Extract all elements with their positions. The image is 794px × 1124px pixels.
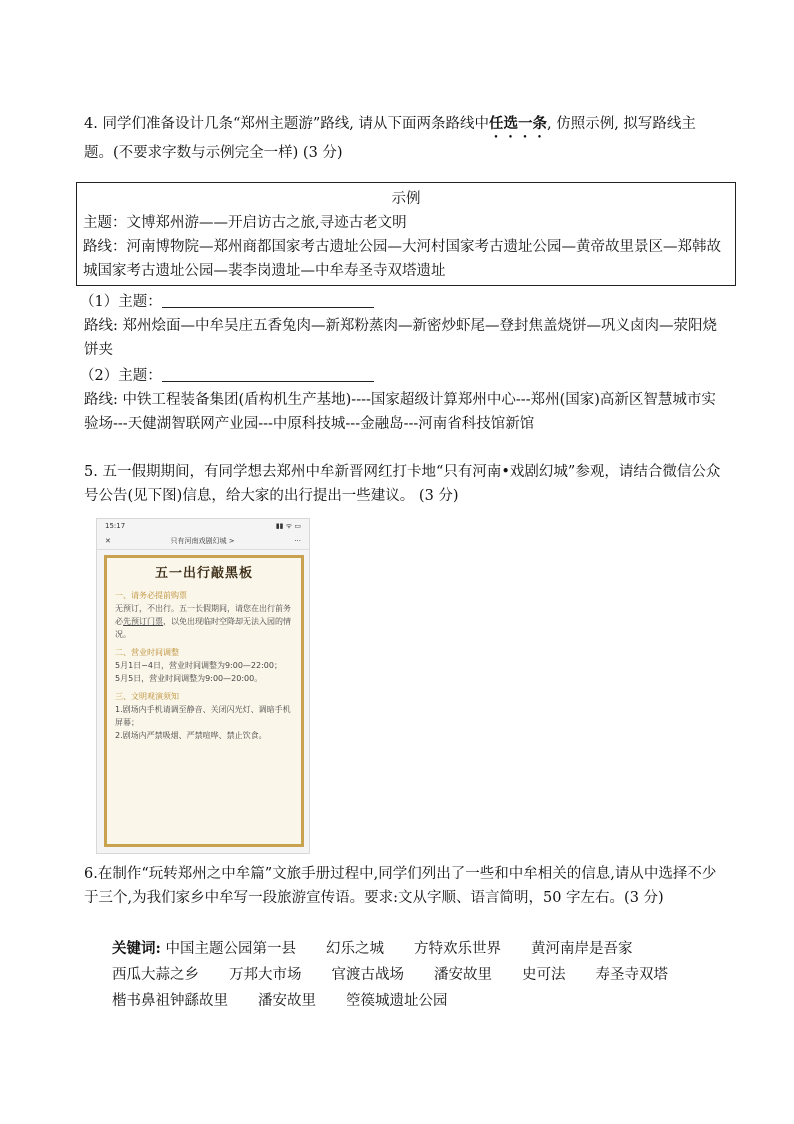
keyword-list <box>112 936 732 1014</box>
keyword: 箜篌城遗址公园 <box>346 993 448 1009</box>
item-1-route: 路线: 郑州烩面—中牟吴庄五香兔肉—新郑粉蒸肉—新密炒虾尾—登封焦盖烧饼—巩义卤肉—荥阳烧饼夹 <box>84 318 717 358</box>
notice-section-head: 一、请务必提前购票 <box>115 591 187 600</box>
answer-blank-1[interactable] <box>162 291 374 308</box>
status-time: 15:17 <box>105 522 126 530</box>
keywords-label: 关键词: <box>112 940 161 957</box>
keyword: 潘安故里 <box>258 993 316 1009</box>
answer-blank-2[interactable] <box>162 365 374 382</box>
nav-bar <box>97 533 309 550</box>
notice-section-head: 二、营业时间调整 <box>115 648 179 657</box>
item-2-route: 路线: 中铁工程装备集团(盾构机生产基地)----国家超级计算郑州中心---郑州(国家)高新区智慧城市实验场---天健湖智联网产业园---中原科技城---金融岛---河南省科技馆新馆 <box>84 392 716 432</box>
status-bar <box>97 519 309 533</box>
signal-icon: ▮▮ ᯤ ▭ <box>275 522 301 530</box>
item-2-theme: （2）主题： <box>80 364 720 388</box>
keyword: 方特欢乐世界 <box>413 941 501 957</box>
notice-section-head: 三、文明观演须知 <box>115 692 179 701</box>
nav-title: 只有河南戏剧幻城 > <box>170 537 235 545</box>
example-theme: 主题：文博郑州游——开启访古之旅,寻迹古老文明 <box>83 215 407 231</box>
example-route: 路线：河南博物院—郑州商都国家考古遗址公园—大河村国家考古遗址公园—黄帝故里景区—郑韩故城国家考古遗址公园—裴李岗遗址—中牟寿圣寺双塔遗址 <box>83 239 721 279</box>
keyword: 寿圣寺双塔 <box>595 967 668 983</box>
keyword: 黄河南岸是吾家 <box>530 941 633 957</box>
question-4-prompt: 4. 同学们准备设计几条“郑州主题游”路线, 请从下面两条路线中任选一条, 仿照示例, 拟写路线主题。(不要求字数与示例完全一样) (3 分) <box>84 115 696 161</box>
notice-section-body: 1.剧场内手机请调至静音、关闭闪光灯、调暗手机屏幕； <box>115 705 291 727</box>
question-5-prompt: 5. 五一假期期间，有同学想去郑州中牟新晋网红打卡地“只有河南•戏剧幻城”参观，请结合微信公众号公告(见下图)信息，给大家的出行提出一些建议。 (3 分) <box>84 464 721 504</box>
example-title: 示例 <box>391 191 421 207</box>
keyword: 万邦大市场 <box>229 967 302 983</box>
notice-section-body: 2.剧场内严禁吸烟、严禁喧哗、禁止饮食。 <box>115 731 267 740</box>
item-1-theme: （1）主题： <box>80 290 720 314</box>
notice-section-body: 5月5日，营业时间调整为9:00—20:00。 <box>115 674 263 683</box>
example-box <box>76 182 736 286</box>
notice-board <box>104 555 304 847</box>
emphasis-text: 任选一条 <box>489 115 547 132</box>
close-icon: ✕ <box>105 537 111 545</box>
notice-section-body: 无预订，不出行。五一长假期间，请您在出行前务必先预订门票，以免出现临时空降却无法入园的情况。 <box>115 604 291 639</box>
keyword: 楷书鼻祖钟繇故里 <box>112 993 228 1009</box>
keyword: 中国主题公园第一县 <box>165 941 296 957</box>
keyword: 西瓜大蒜之乡 <box>112 967 199 983</box>
keyword: 史可法 <box>522 967 566 983</box>
more-icon: ··· <box>294 537 301 545</box>
wechat-screenshot <box>96 518 310 854</box>
notice-title: 五一出行敲黑板 <box>154 566 253 581</box>
notice-section-body: 5月1日−4日，营业时间调整为9:00—22:00； <box>115 661 282 670</box>
keyword: 幻乐之城 <box>325 941 384 957</box>
keyword: 潘安故里 <box>434 967 492 983</box>
question-6-prompt: 6.在制作“玩转郑州之中牟篇”文旅手册过程中,同学们列出了一些和中牟相关的信息,请从中选择不少于三个,为我们家乡中牟写一段旅游宣传语。要求:文从字顺、语言简明，50 字左右。(3 分) <box>84 866 717 906</box>
keyword: 官渡古战场 <box>331 967 404 983</box>
